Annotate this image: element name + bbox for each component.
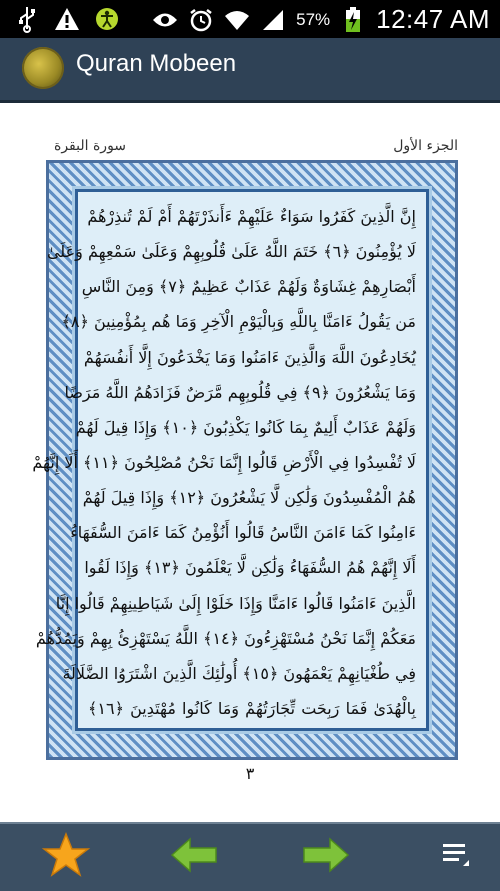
app-title: Quran Mobeen: [76, 50, 237, 77]
battery-percent: 57%: [296, 9, 331, 29]
juz-label: الجزء الأول: [393, 138, 458, 154]
verse-line: ءَامِنُوا كَمَا ءَامَنَ النَّاسُ قَالُوا أَنُؤْمِنُ كَمَا ءَامَنَ السُّفَهَاءُ: [70, 523, 416, 543]
previous-page-button[interactable]: [162, 832, 226, 882]
bookmark-button[interactable]: [34, 832, 98, 882]
verse-line: أَبْصَارِهِمْ غِشَاوَةٌ وَلَهُمْ عَذَابٌ عَظِيمٌ ﴿٧﴾ وَمِنَ النَّاسِ: [81, 277, 416, 297]
clock: 12:47 AM: [376, 4, 490, 34]
status-bar-system: [152, 4, 490, 35]
verse-line: هُمُ الْمُفْسِدُونَ وَلَٰكِن لَّا يَشْعُرُونَ ﴿١٢﴾ وَإِذَا قِيلَ لَهُمْ: [82, 488, 416, 508]
verse-line: مَن يَقُولُ ءَامَنَّا بِاللَّهِ وَبِالْيَوْمِ الْآخِرِ وَمَا هُم بِمُؤْمِنِينَ ﴿٨﴾: [61, 312, 416, 332]
verse-line: إِنَّ الَّذِينَ كَفَرُوا سَوَاءٌ عَلَيْهِمْ ءَأَنذَرْتَهُمْ أَمْ لَمْ تُنذِرْهُمْ: [87, 207, 416, 226]
status-bar: [0, 0, 500, 38]
arrow-left-icon: [170, 837, 218, 877]
verse-text: [32, 206, 416, 720]
bottom-toolbar: [0, 822, 500, 891]
ornamental-border: [32, 160, 458, 760]
star-icon: [42, 832, 90, 882]
verse-line: لَا تُفْسِدُوا فِي الْأَرْضِ قَالُوا إِنَّمَا نَحْنُ مُصْلِحُونَ ﴿١١﴾ أَلَا إِنَّهُمْ: [32, 452, 416, 472]
battery-charging-icon: [340, 6, 366, 34]
signal-icon: [260, 6, 286, 34]
verse-line: لَا يُؤْمِنُونَ ﴿٦﴾ خَتَمَ اللَّهُ عَلَىٰ قُلُوبِهِمْ وَعَلَىٰ سَمْعِهِمْ وَعَلَىٰ: [46, 242, 416, 262]
surah-label: سورة البقرة: [54, 138, 127, 154]
menu-icon: [441, 840, 471, 874]
verse-line: وَلَهُمْ عَذَابٌ أَلِيمٌ بِمَا كَانُوا يَكْذِبُونَ ﴿١٠﴾ وَإِذَا قِيلَ لَهُمْ: [75, 417, 416, 437]
quran-page[interactable]: [32, 128, 464, 788]
usb-icon: [14, 5, 40, 33]
quran-logo-icon[interactable]: [22, 47, 64, 89]
arrow-right-icon: [302, 837, 350, 877]
verse-line: مَعَكُمْ إِنَّمَا نَحْنُ مُسْتَهْزِءُونَ ﴿١٤﴾ اللَّهُ يَسْتَهْزِئُ بِهِمْ وَيَمُدُّهُمْ: [35, 628, 416, 648]
verse-panel: [32, 189, 429, 731]
eye-icon: [152, 6, 178, 34]
alarm-icon: [188, 6, 214, 34]
verse-line: يُخَادِعُونَ اللَّهَ وَالَّذِينَ ءَامَنُوا وَمَا يَخْدَعُونَ إِلَّا أَنفُسَهُمْ: [83, 347, 416, 367]
verse-line: أَلَا إِنَّهُمْ هُمُ السُّفَهَاءُ وَلَٰكِن لَّا يَعْلَمُونَ ﴿١٣﴾ وَإِذَا لَقُوا: [84, 558, 416, 578]
verse-line: وَمَا يَشْعُرُونَ ﴿٩﴾ فِي قُلُوبِهِم مَّرَضٌ فَزَادَهُمُ اللَّهُ مَرَضًا: [64, 382, 416, 402]
menu-button[interactable]: [424, 832, 488, 882]
verse-line: الَّذِينَ ءَامَنُوا قَالُوا ءَامَنَّا وَإِذَا خَلَوْا إِلَىٰ شَيَاطِينِهِمْ قَالُوا إِنَّا: [55, 593, 416, 613]
page-number: ٣: [245, 764, 255, 783]
verse-line: فِي طُغْيَانِهِمْ يَعْمَهُونَ ﴿١٥﴾ أُولَٰئِكَ الَّذِينَ اشْتَرَوُا الضَّلَالَةَ: [62, 663, 416, 683]
next-page-button[interactable]: [294, 832, 358, 882]
wifi-icon: [224, 6, 250, 34]
status-bar-notifications: [14, 5, 120, 33]
accessibility-icon: [94, 5, 120, 33]
warning-icon: [54, 5, 80, 33]
action-bar: [0, 38, 500, 103]
verse-line: بِالْهُدَىٰ فَمَا رَبِحَت تِّجَارَتُهُمْ وَمَا كَانُوا مُهْتَدِينَ ﴿١٦﴾: [88, 698, 416, 718]
